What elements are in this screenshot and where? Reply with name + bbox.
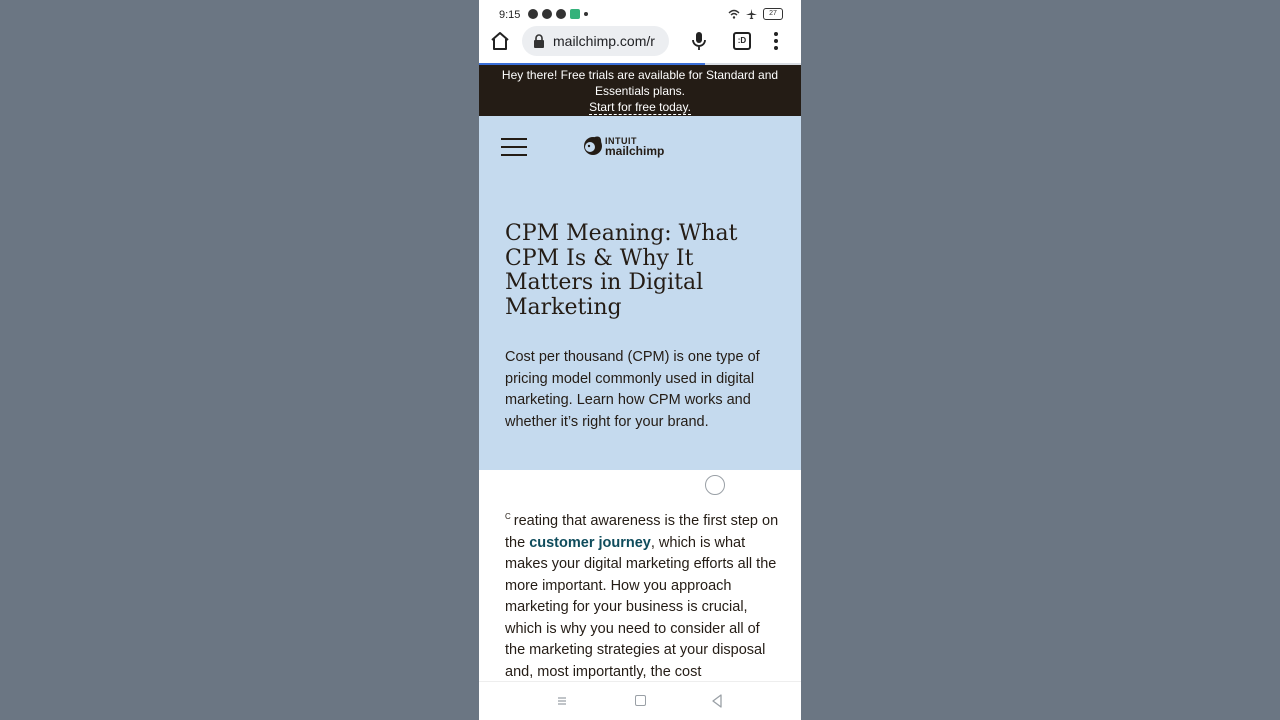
wifi-icon [728,9,740,19]
freddie-icon [581,134,603,158]
background-left [0,0,479,720]
browser-toolbar [479,26,801,64]
lock-icon[interactable] [533,34,545,48]
tiktok-icon [556,9,566,19]
article-hero [479,116,801,470]
address-bar[interactable] [522,26,669,56]
article-body [479,470,801,682]
menu-icon[interactable] [501,138,527,156]
background-right [801,0,1280,720]
intuit-wordmark: INTUIT [605,136,637,146]
whatsapp-icon [528,9,538,19]
status-bar [479,0,801,28]
mailchimp-wordmark: mailchimp [605,144,665,158]
recent-apps-icon[interactable] [557,696,567,706]
body-text-start: reating that awareness is the first step on the [505,513,779,551]
home-icon[interactable] [489,30,511,52]
app-notification-icon [570,9,580,19]
body-paragraph [505,506,781,683]
customer-journey-link[interactable]: customer journey [529,534,651,551]
body-text-end: , which is what makes your digital marketing efforts all the more important. How you approach marketing for your business is crucial, which is why you need to consider all of the marketing strategies at your disposal and, most importantly, the cost [505,534,777,680]
drop-cap: C [505,512,511,521]
article-subtitle: Cost per thousand (CPM) is one type of pricing model commonly used in digital marketing. Learn how CPM works and whether it’s right for your brand. [505,349,760,431]
more-notifications-dot-icon [584,12,588,16]
phone-screen [479,0,801,720]
notification-icons [528,9,588,19]
url-text[interactable]: mailchimp.com/r [553,33,655,49]
nav-home-button[interactable] [635,695,646,706]
microphone-icon[interactable] [688,30,710,52]
more-options-icon[interactable] [771,30,781,52]
back-icon[interactable] [711,694,723,708]
system-nav-bar [479,681,801,720]
tab-switcher-button[interactable]: :D [733,32,751,50]
airplane-mode-icon [746,9,757,19]
start-free-link[interactable]: Start for free today. [589,100,691,114]
promo-banner [479,65,801,116]
system-icons [728,8,783,20]
snapchat-icon [542,9,552,19]
mailchimp-logo[interactable] [581,133,664,159]
touch-indicator [705,475,725,495]
status-time: 9:15 [499,9,521,21]
battery-indicator: 27 [763,8,783,20]
article-title: CPM Meaning: What CPM Is & Why It Matters in Digital Marketing [505,221,738,320]
promo-message: Hey there! Free trials are available for Standard and Essentials plans. [501,68,779,98]
